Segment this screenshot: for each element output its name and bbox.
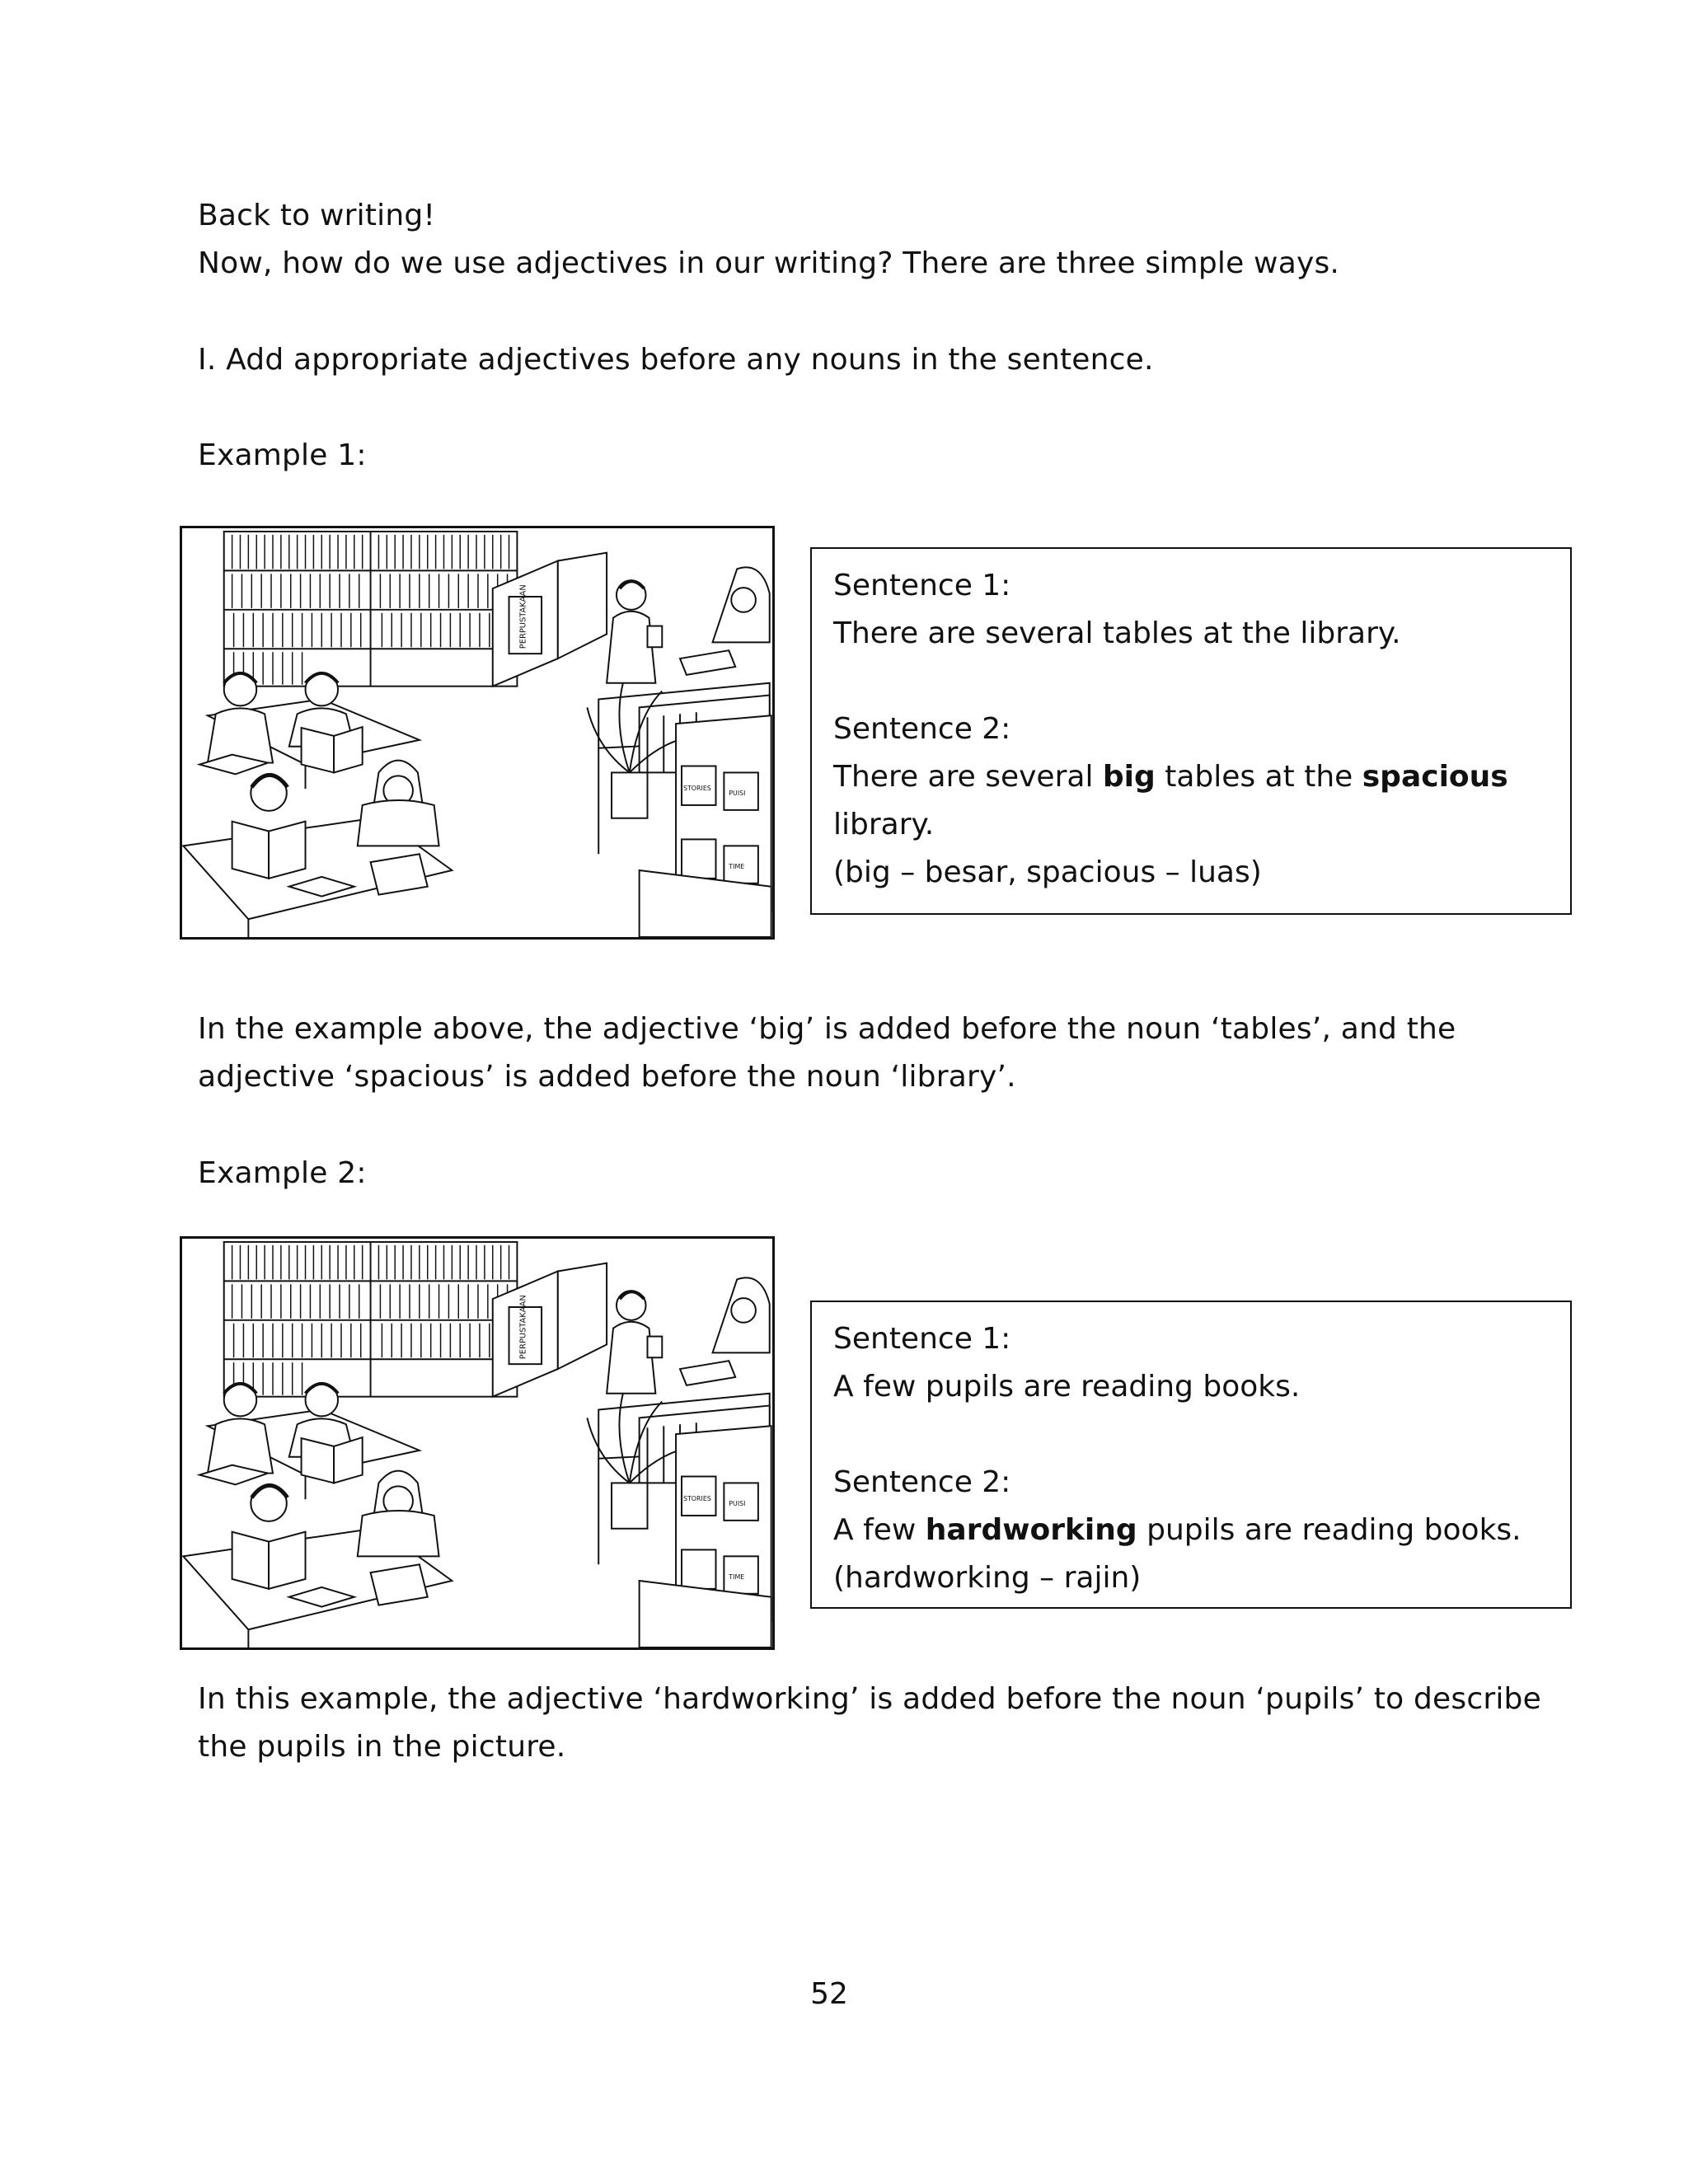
example-1-label: Example 1: (198, 438, 367, 472)
sentence-1-label: Sentence 1: (833, 569, 1011, 602)
partition-sign (493, 553, 607, 687)
svg-text:TIME: TIME (729, 1573, 745, 1582)
example-2-explanation-line-2: the pupils in the picture. (198, 1730, 566, 1764)
sentence-2-label: Sentence 2: (833, 712, 1011, 746)
bookshelf (224, 532, 518, 687)
sentence-2-label: Sentence 2: (833, 1465, 1011, 1499)
sentence-1-text: There are several tables at the library. (833, 616, 1401, 650)
library-illustration-2 (180, 1236, 775, 1650)
adjective-spacious: spacious (1362, 760, 1508, 794)
partition-sign (493, 1263, 607, 1397)
translation: (hardworking – rajin) (833, 1561, 1142, 1595)
adjective-hardworking: hardworking (925, 1513, 1137, 1547)
intro-line-2: Now, how do we use adjectives in our writing? There are three simple ways. (198, 246, 1340, 280)
svg-text:TIME: TIME (729, 863, 745, 871)
svg-text:STORIES: STORIES (682, 785, 711, 793)
sentence-1-label: Sentence 1: (833, 1322, 1011, 1356)
page-number: 52 (810, 1977, 848, 2011)
example-1-sentence-box (810, 547, 1572, 915)
example-1-explanation-line-1: In the example above, the adjective ‘big’ is added before the noun ‘tables’, and the (198, 1012, 1456, 1046)
svg-text:PERPUSTAKAAN: PERPUSTAKAAN (518, 1295, 528, 1360)
example-1-explanation-line-2: adjective ‘spacious’ is added before the noun ‘library’. (198, 1060, 1016, 1094)
example-2-sentence-box (810, 1301, 1572, 1609)
sentence-1-text: A few pupils are reading books. (833, 1370, 1301, 1404)
svg-text:PUISI: PUISI (729, 790, 746, 798)
translation: (big – besar, spacious – luas) (833, 855, 1262, 889)
library-illustration-1 (180, 526, 775, 940)
example-2-explanation-line-1: In this example, the adjective ‘hardworking’ is added before the noun ‘pupils’ to describe (198, 1682, 1541, 1716)
svg-text:STORIES: STORIES (682, 1495, 711, 1503)
svg-text:PERPUSTAKAAN: PERPUSTAKAAN (518, 584, 528, 649)
example-2-label: Example 2: (198, 1156, 367, 1190)
librarians (607, 1277, 770, 1393)
method-heading: I. Add appropriate adjectives before any nouns in the sentence. (198, 343, 1154, 377)
intro-line-1: Back to writing! (198, 199, 436, 232)
bookshelf (224, 1242, 518, 1397)
sentence-2-text: There are several big tables at the spacious (833, 760, 1508, 794)
sentence-2-text: A few hardworking pupils are reading books. (833, 1513, 1522, 1547)
svg-text:PUISI: PUISI (729, 1500, 746, 1508)
adjective-big: big (1102, 760, 1156, 794)
sentence-2-text-cont: library. (833, 808, 935, 841)
librarians (607, 567, 770, 682)
